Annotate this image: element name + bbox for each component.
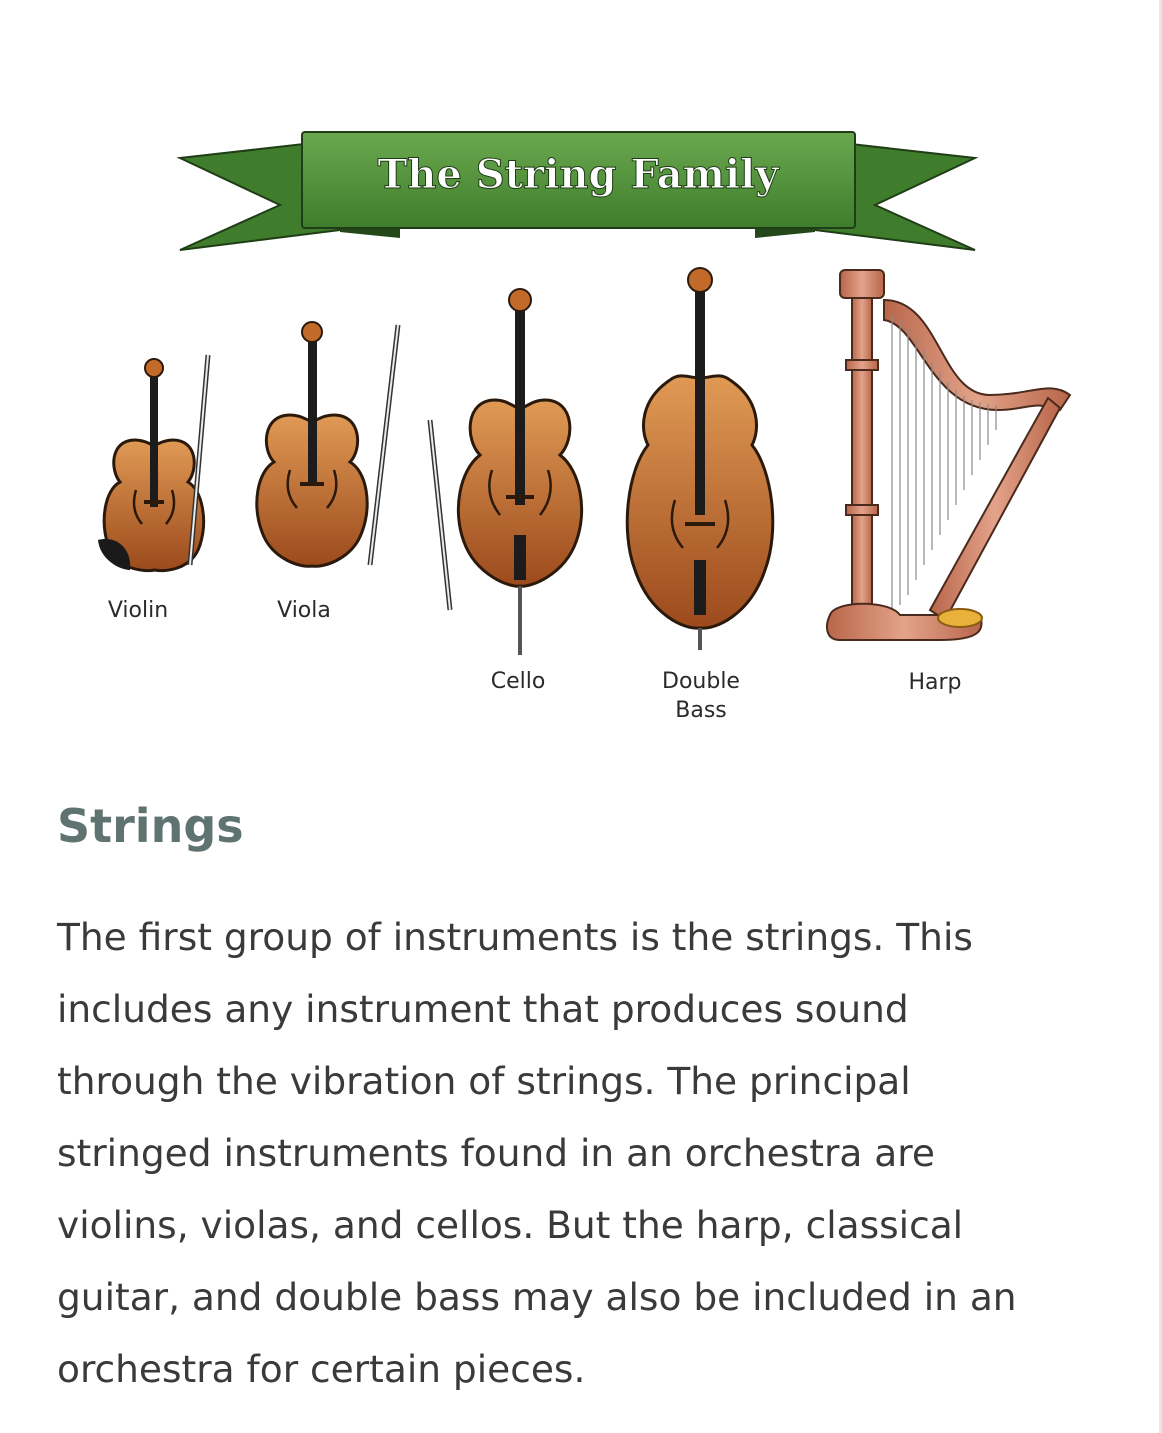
cello-label: Cello (490, 669, 546, 694)
banner (180, 132, 975, 250)
double-bass-illustration (627, 268, 773, 650)
paragraph-line: stringed instruments found in an orchestra are (57, 1131, 935, 1175)
double-bass-label-line1: Double (662, 669, 740, 694)
violin-illustration (98, 355, 208, 571)
banner-title: The String Family (377, 151, 779, 198)
paragraph-line: violins, violas, and cellos. But the harp, classical (57, 1203, 964, 1247)
string-family-illustration (40, 110, 1120, 750)
double-bass-label-line2: Bass (675, 698, 727, 723)
paragraph-line: through the vibration of strings. The principal (57, 1059, 911, 1103)
cello-bow (430, 420, 450, 610)
body-paragraph (57, 901, 1057, 1405)
paragraph-line: guitar, and double bass may also be included in an (57, 1275, 1017, 1319)
paragraph-line: orchestra for certain pieces. (57, 1347, 586, 1391)
viola-label: Viola (277, 598, 331, 623)
cello-illustration (458, 289, 581, 655)
paragraph-line: includes any instrument that produces sound (57, 987, 909, 1031)
paragraph-line: The first group of instruments is the strings. This (57, 915, 973, 959)
section-heading: Strings (57, 799, 244, 853)
harp-illustration (827, 270, 1070, 640)
violin-label: Violin (107, 598, 169, 623)
harp-label: Harp (908, 670, 962, 695)
viola-illustration (257, 322, 398, 566)
